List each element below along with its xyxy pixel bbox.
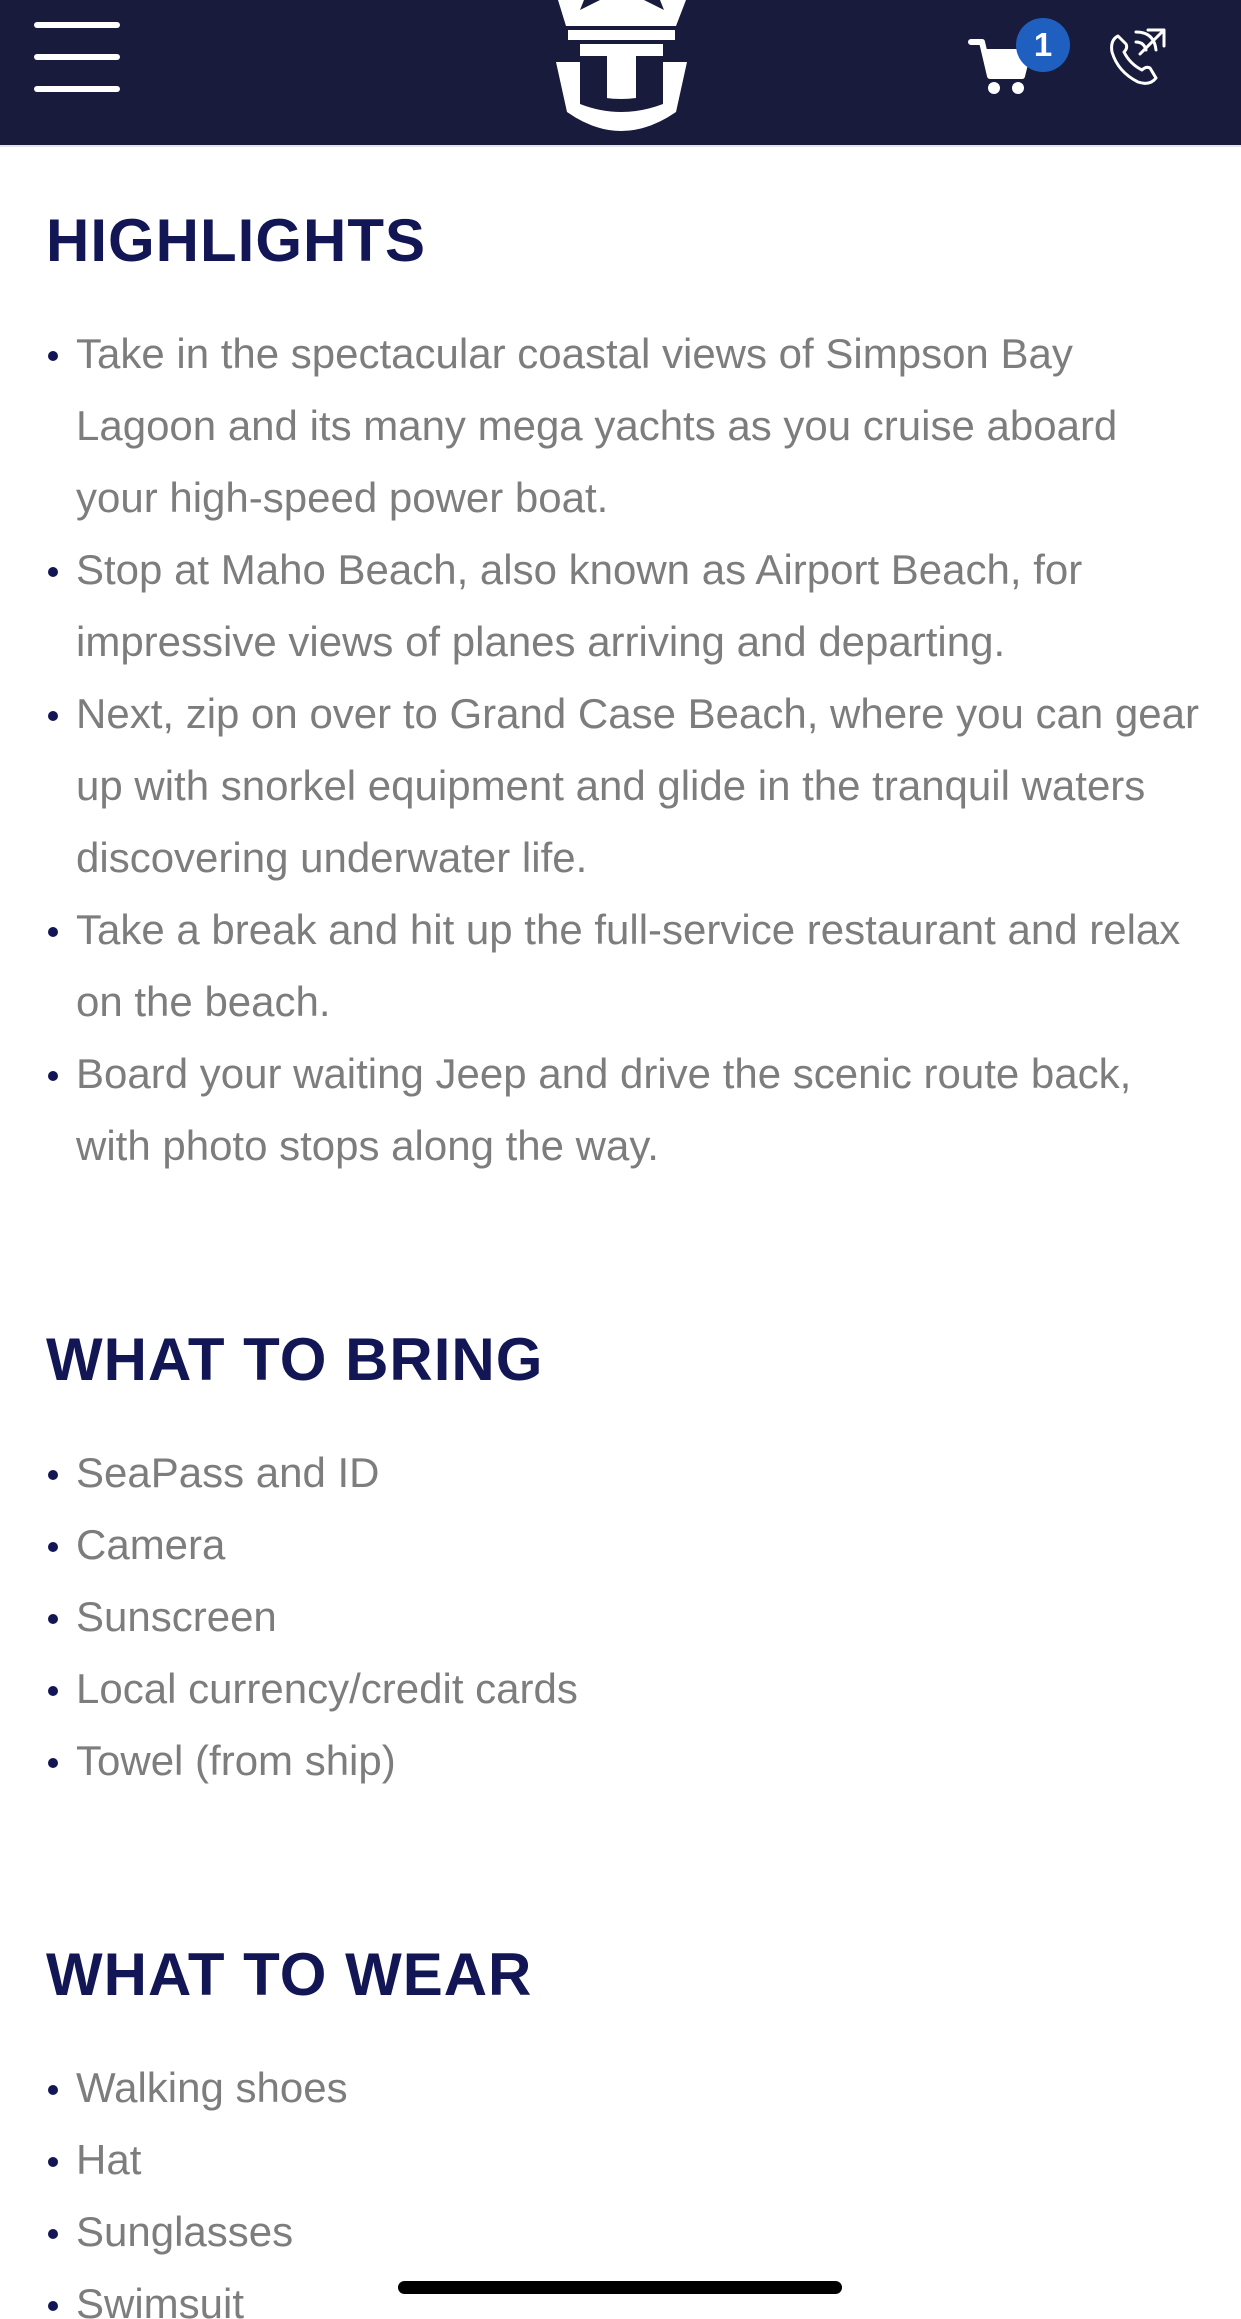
bullet-icon [48,2085,58,2095]
list-item: Board your waiting Jeep and drive the scenic route back, with photo stops along the way. [46,1038,1206,1182]
bullet-icon [48,1071,58,1081]
list-item: Walking shoes [46,2052,1206,2124]
list-item: Sunglasses [46,2196,1206,2268]
bullet-icon [48,711,58,721]
highlights-list [46,318,1206,1182]
list-item: Sunscreen [46,1581,1206,1653]
what-to-wear-list [46,2052,1206,2319]
bullet-icon [48,2157,58,2167]
list-item: Take in the spectacular coastal views of Simpson Bay Lagoon and its many mega yachts as you cruise aboard your high-speed power boat. [46,318,1206,534]
cart-button[interactable] [968,18,1078,98]
list-item: Towel (from ship) [46,1725,1206,1797]
bullet-icon [48,2301,58,2311]
bullet-icon [48,1614,58,1624]
highlights-heading: HIGHLIGHTS [46,207,426,274]
list-item: Take a break and hit up the full-service restaurant and relax on the beach. [46,894,1206,1038]
bullet-icon [48,2229,58,2239]
bullet-icon [48,567,58,577]
cart-count-badge: 1 [1016,18,1070,72]
bullet-icon [48,927,58,937]
list-item: Local currency/credit cards [46,1653,1206,1725]
list-item: Camera [46,1509,1206,1581]
phone-call-icon[interactable] [1100,22,1172,94]
list-item: Next, zip on over to Grand Case Beach, where you can gear up with snorkel equipment and glide in the tranquil waters discovering underwater life. [46,678,1206,894]
what-to-wear-heading: WHAT TO WEAR [46,1941,533,2008]
home-indicator-bar[interactable] [398,2281,842,2294]
bullet-icon [48,1758,58,1768]
what-to-bring-heading: WHAT TO BRING [46,1326,544,1393]
top-navigation-bar [0,0,1241,147]
what-to-bring-list [46,1437,1206,1797]
list-item: Stop at Maho Beach, also known as Airport Beach, for impressive views of planes arriving and departing. [46,534,1206,678]
list-item: Swimsuit [46,2268,1206,2319]
bullet-icon [48,1470,58,1480]
list-item: Hat [46,2124,1206,2196]
anchor-crown-logo[interactable] [550,0,693,140]
list-item: SeaPass and ID [46,1437,1206,1509]
hamburger-menu-icon[interactable] [34,22,122,92]
bullet-icon [48,1686,58,1696]
bullet-icon [48,1542,58,1552]
bullet-icon [48,351,58,361]
